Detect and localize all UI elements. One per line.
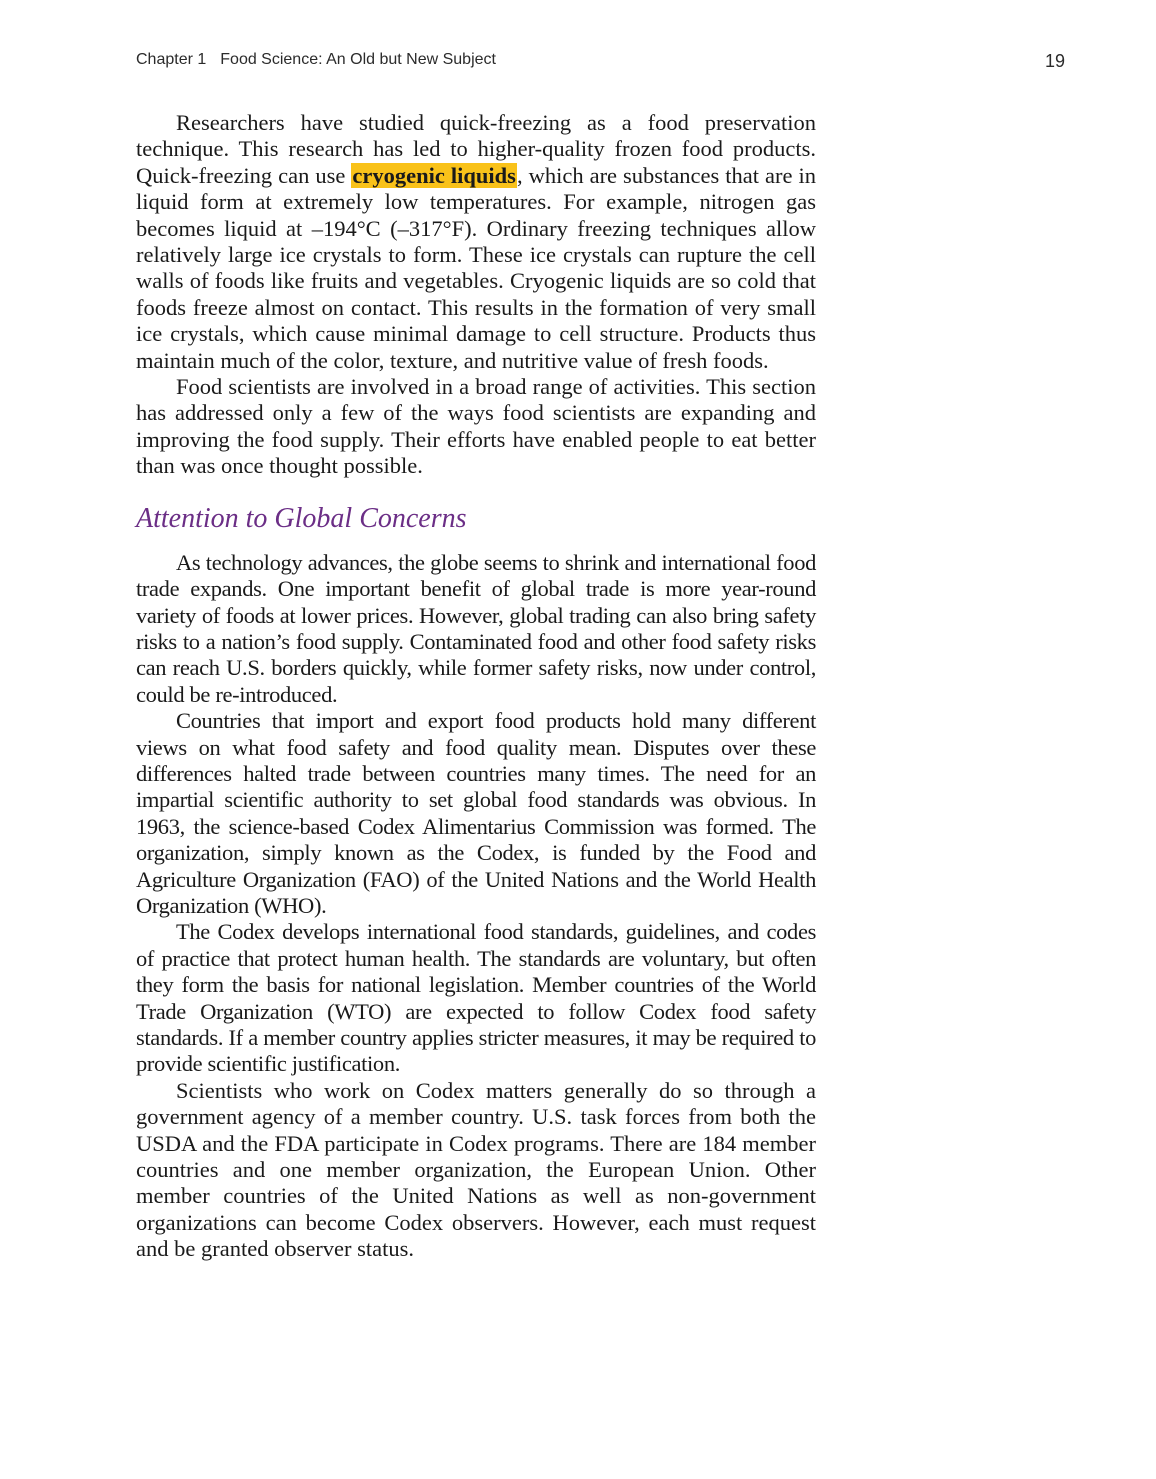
paragraph-codex-members: Scientists who work on Codex matters generally do so through a government agency of a member country. U.S. task forces from both the USDA and the FDA participate in Codex programs. There are 184 member countries and one member organization, the European Union. Other member countries of the United Nations as well as non-government organizations can become Codex observers. However, each must request and be granted observer status. (136, 1077, 816, 1262)
paragraph-text: , which are substances that are in liquid form at extremely low temperatures. For example, nitrogen gas becomes liquid at –194°C (–317°F). Ordinary freezing techniques allow relatively large ice crystals to form. These ice crystals can rupture the cell walls of foods like fruits and vegetables. Cryogenic liquids are so cold that foods freeze almost on contact. This results in the formation of very small ice crystals, which cause minimal damage to cell structure. Products thus maintain much of the color, texture, and nutritive value of fresh foods. (136, 162, 817, 373)
section-heading: Attention to Global Concerns (136, 502, 467, 534)
running-head (136, 51, 496, 69)
page-number: 19 (1044, 51, 1065, 71)
chapter-title: Food Science: An Old but New Subject (220, 51, 496, 68)
paragraph-quick-freezing (136, 110, 816, 374)
paragraph-text: Researchers have studied quick-freezing as a food preservation technique. This research has led to higher-quality frozen food products. Quick-freezing can use (136, 110, 816, 188)
page-body (136, 110, 816, 1263)
chapter-number: Chapter 1 (136, 51, 207, 68)
paragraph-global-trade: As technology advances, the globe seems to shrink and international food trade expands. One important benefit of global trade is more year-round variety of foods at lower prices. However, global trading can also bring safety risks to a nation’s food supply. Contaminated food and other food safety risks can reach U.S. borders quickly, while former safety risks, now under control, could be re-introduced. (136, 549, 816, 707)
paragraph-codex-formation: Countries that import and export food products hold many different views on what food safety and food quality mean. Disputes over these differences halted trade between countries many times. The need for an impartial scientific authority to set global food standards was obvious. In 1963, the science-based Codex Alimentarius Commission was formed. The organization, simply known as the Codex, is funded by the Food and Agriculture Organization (FAO) of the United Nations and the World Health Organization (WHO). (136, 708, 816, 918)
paragraph-codex-standards: The Codex develops international food standards, guidelines, and codes of practice that protect human health. The standards are voluntary, but often they form the basis for national legislation. Member countries of the World Trade Organization (WTO) are expected to follow Codex food safety standards. If a member country applies stricter measures, it may be required to provide scientific justification. (136, 919, 816, 1077)
key-term-highlight: cryogenic liquids (352, 162, 516, 188)
paragraph-food-scientists: Food scientists are involved in a broad range of activities. This section has addressed only a few of the ways food scientists are expanding and improving the food supply. Their efforts have enabled people to eat better than was once thought possible. (136, 374, 816, 479)
